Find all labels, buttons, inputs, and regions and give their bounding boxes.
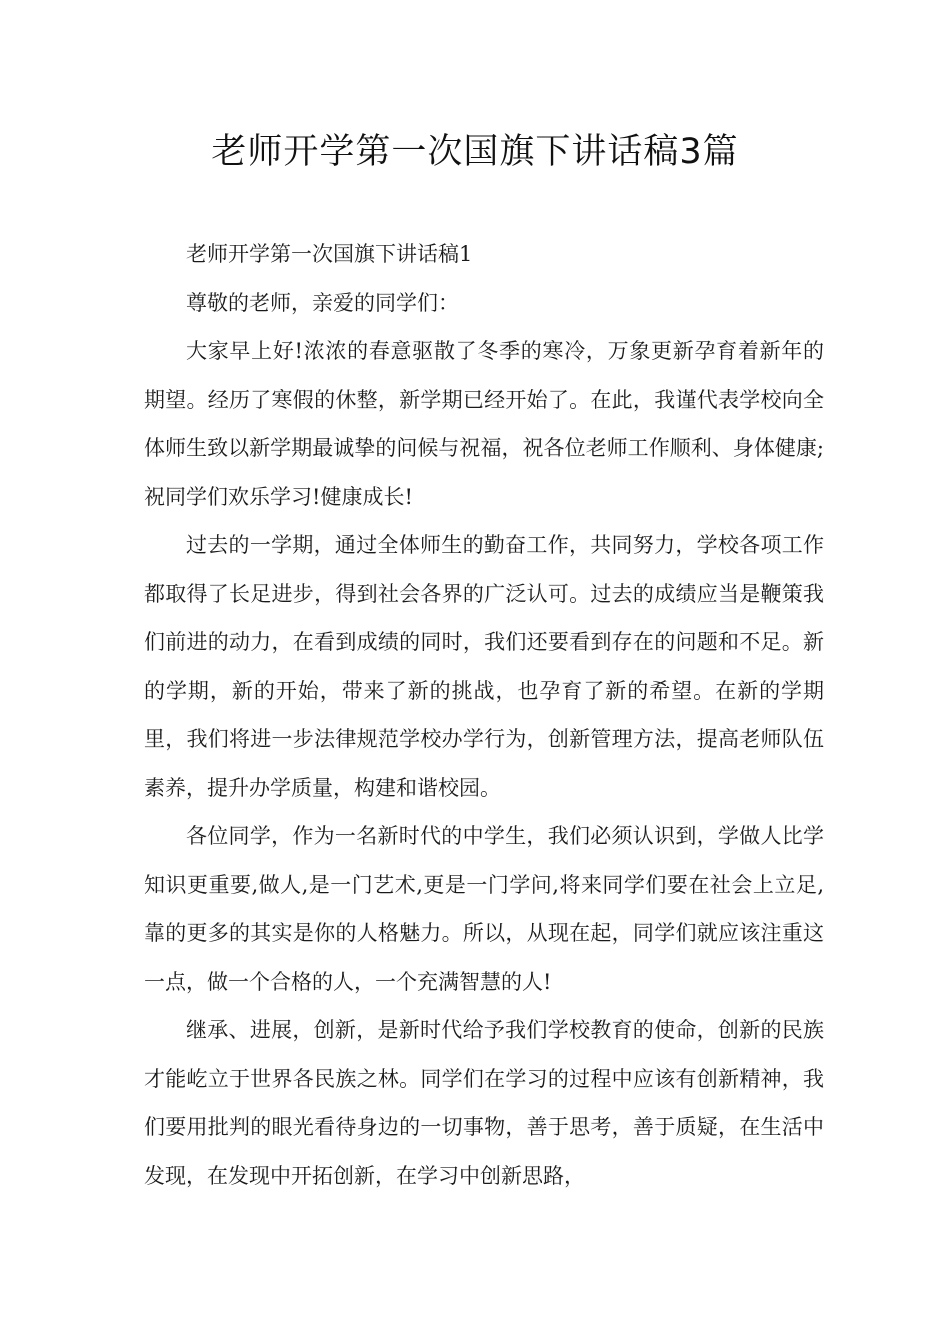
- salutation-paragraph: 尊敬的老师，亲爱的同学们：: [186, 290, 459, 315]
- body-paragraph: 大家早上好!浓浓的春意驱散了冬季的寒冷，万象更新孕育着新年的期望。经历了寒假的休整，新学期已经开始了。在此，我谨代表学校向全体师生致以新学期最诚挚的问候与祝福，祝各位老师工作顺利、身体健康;祝同学们欢乐学习!健康成长!: [144, 339, 824, 509]
- document-body: [144, 230, 824, 1200]
- body-paragraph: 继承、进展，创新，是新时代给予我们学校教育的使命，创新的民族才能屹立于世界各民族之林。同学们在学习的过程中应该有创新精神，我们要用批判的眼光看待身边的一切事物，善于思考，善于质疑，在生活中发现，在发现中开拓创新，在学习中创新思路，: [144, 1018, 824, 1188]
- document-title: 老师开学第一次国旗下讲话稿3篇: [211, 132, 739, 172]
- body-paragraph: 过去的一学期，通过全体师生的勤奋工作，共同努力，学校各项工作都取得了长足进步，得到社会各界的广泛认可。过去的成绩应当是鞭策我们前进的动力，在看到成绩的同时，我们还要看到存在的问题和不足。新的学期，新的开始，带来了新的挑战，也孕育了新的希望。在新的学期里，我们将进一步法律规范学校办学行为，创新管理方法，提高老师队伍素养，提升办学质量，构建和谐校园。: [144, 533, 824, 800]
- body-paragraph: 各位同学，作为一名新时代的中学生，我们必须认识到，学做人比学知识更重要,做人,是一门艺术,更是一门学问,将来同学们要在社会上立足,靠的更多的其实是你的人格魅力。所以，从现在起，同学们就应该注重这一点，做一个合格的人，一个充满智慧的人!: [144, 824, 824, 994]
- subtitle-paragraph: 老师开学第一次国旗下讲话稿1: [186, 242, 473, 266]
